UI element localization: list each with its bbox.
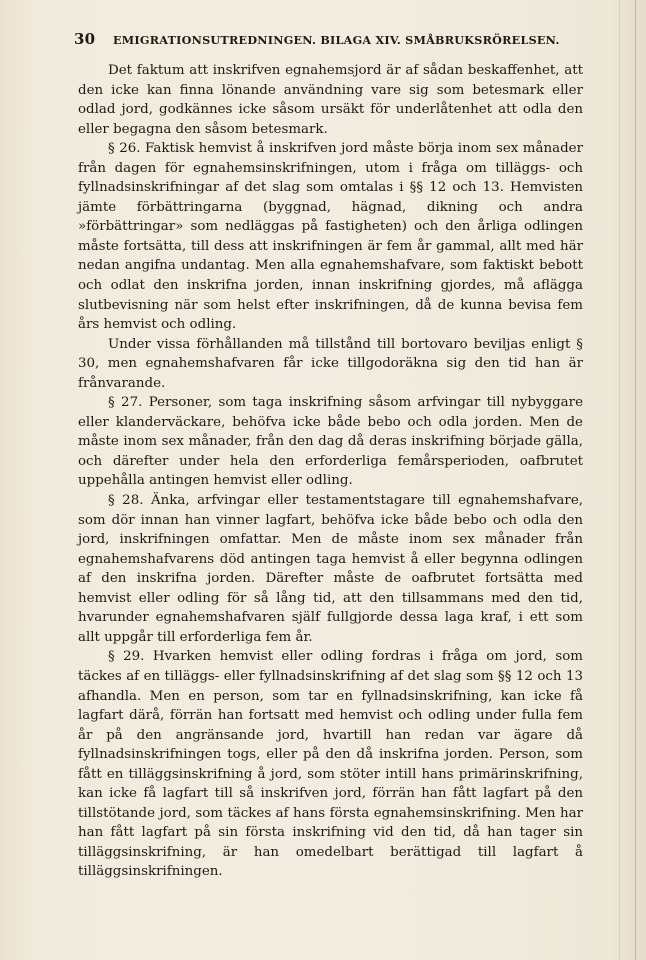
paragraph-intro: Det faktum att inskrifven egnahemsjord är af sådan beskaffenhet, att den icke kan finna lönande användning vare sig som betesmark eller odlad jord, godkännes icke såsom ursäkt för underlåtenhet att odla den eller begagna den såsom betesmark. [78, 63, 583, 137]
page-number: 30 [74, 30, 96, 48]
paragraph-section-26: § 26. Faktisk hemvist å inskrifven jord måste börja inom sex månader från dagen för egnahemsinskrifningen, utom i fråga om tilläggs- och fyllnadsinskrifningar af det slag som omtalas i §§ 12 och 13. Hemvisten jämte förbättringarna (byggnad, hägnad, dikning och andra »förbättringar» som nedläggas på fastigheten) och den årliga odlingen måste fortsätta, till dess att inskrifningen är fem år gammal, allt med här nedan angifna undantag. Men alla egnahemshafvare, som faktiskt bebott och odlat den inskrifna jorden, innan inskrifning gjordes, må aflägga slutbevisning när som helst efter inskrifningen, då de kunna bevisa fem års hemvist och odling. [78, 141, 583, 333]
running-title: EMIGRATIONSUTREDNINGEN. BILAGA XIV. SMÅBRUKSRÖRELSEN. [113, 33, 560, 47]
paragraph-leave-of-absence: Under vissa förhållanden må tillstånd till bortovaro beviljas enligt § 30, men egnahemshafvaren får icke tillgodoräkna sig den tid han är frånvarande. [78, 336, 583, 391]
paragraph-section-27: § 27. Personer, som taga inskrifning såsom arfvingar till nybyggare eller klanderväckare, behöfva icke både bebo och odla jorden. Men de måste inom sex månader, från den dag då deras inskrifning började gälla, och därefter under hela den erforderliga femårsperioden, oafbrutet uppehålla antingen hemvist eller odling. [78, 395, 583, 489]
page-edge-line [635, 0, 636, 960]
paragraph-section-28: § 28. Änka, arfvingar eller testamentstagare till egnahemshafvare, som dör innan han vinner lagfart, behöfva icke både bebo och odla den jord, inskrifningen omfattar. Men de måste inom sex månader från egnahemshafvarens död antingen taga hemvist å eller begynna odlingen af den inskrifna jorden. Därefter måste de oafbrutet fortsätta med hemvist eller odling för så lång tid, att den tillsammans med den tid, hvarunder egnahemshafvaren själf fullgjorde dessa laga kraf, i ett som allt uppgår till erforderliga fem år. [78, 493, 583, 645]
running-header [74, 30, 584, 52]
page-edge-shadow [619, 0, 620, 960]
body-text [78, 61, 583, 882]
paragraph-section-29: § 29. Hvarken hemvist eller odling fordras i fråga om jord, som täckes af en tilläggs- eller fyllnadsinskrifning af det slag som §§ 12 och 13 afhandla. Men en person, som tar en fyllnadsinskrifning, kan icke få lagfart därå, förrän han fortsatt med hemvist och odling under fulla fem år på den angränsande jord, hvartill han redan var ägare då fyllnadsinskrifningen togs, eller på den då inskrifna jorden. Person, som fått en tilläggsinskrifning å jord, som stöter intill hans primärinskrifning, kan icke få lagfart till så inskrifven jord, förrän han fått lagfart på den tillstötande jord, som täckes af hans första egnahemsinskrifning. Men har han fått lagfart på sin första inskrifning vid den tid, då han tager sin tilläggsinskrifning, är han omedelbart berättigad till lagfart å tilläggsinskrifningen. [78, 649, 583, 880]
